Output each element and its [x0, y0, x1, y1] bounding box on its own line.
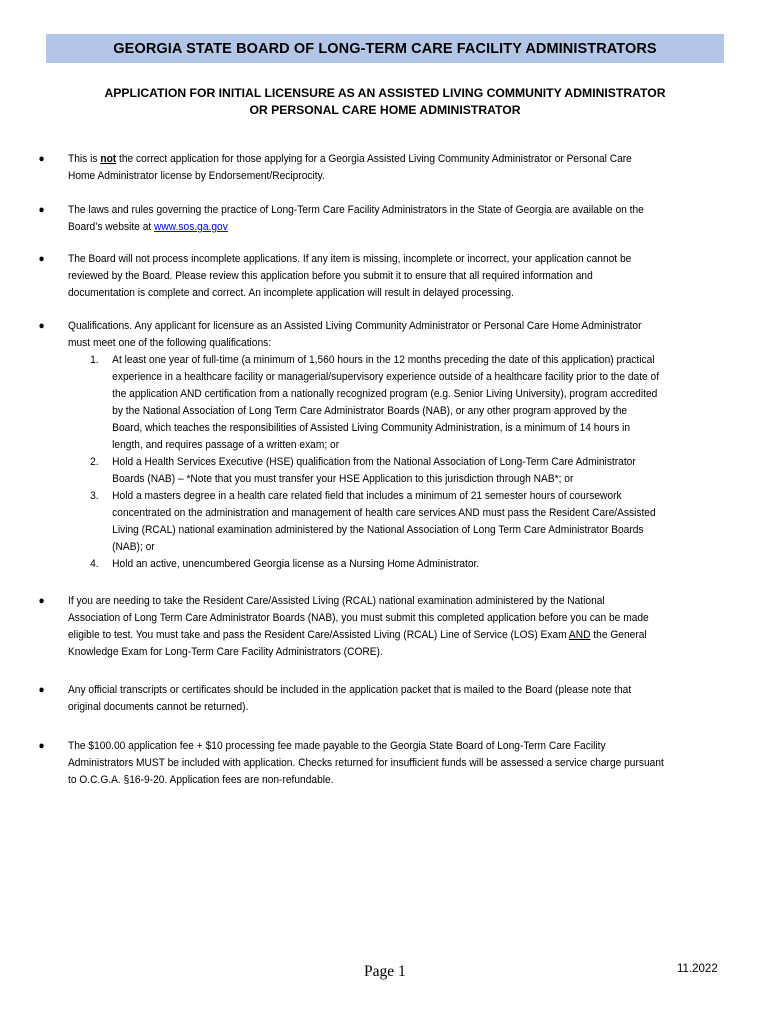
qualifications-list: [68, 352, 675, 573]
text-line: [68, 151, 675, 168]
text-line: experience in a healthcare facility or managerial/supervisory experience outside of a healthcare facility prior to the date of: [112, 371, 660, 383]
text-fragment: This is: [68, 153, 101, 165]
text-line: concentrated on the administration and management of health care services AND must pass the Resident Care/Assisted: [112, 507, 656, 519]
emphasis-not: not: [100, 153, 117, 165]
text-fragment: the correct application for those applying for a Georgia Assisted Living Community Administrator or Personal Care: [116, 153, 632, 165]
text-line: original documents cannot be returned).: [68, 701, 249, 713]
text-line: documentation is complete and correct. An incomplete application will result in delayed processing.: [68, 287, 514, 299]
text-line: Knowledge Exam for Long-Term Care Facility Administrators (CORE).: [68, 646, 383, 658]
bullet-dot: ●: [38, 204, 45, 216]
emphasis-and: AND: [568, 629, 591, 641]
application-title-line-1: APPLICATION FOR INITIAL LICENSURE AS AN ASSISTED LIVING COMMUNITY ADMINISTRATOR: [104, 86, 666, 100]
text-fragment: the General: [590, 629, 647, 641]
text-line: to O.C.G.A. §16-9-20. Application fees are non-refundable.: [68, 774, 334, 786]
text-line: Living (RCAL) national examination administered by the National Association of Long Term Care Administrator Boards: [112, 524, 644, 536]
text-line: Hold a Health Services Executive (HSE) qualification from the National Association of Long-Term Care Administrator: [112, 456, 636, 468]
text-fragment: eligible to test. You must take and pass the Resident Care/Assisted Living (RCAL) Line of Service (LOS) Exam: [68, 629, 569, 641]
text-line: The $100.00 application fee + $10 processing fee made payable to the Georgia State Board of Long-Term Care Facility: [68, 740, 606, 752]
qualification-number: 2.: [90, 456, 99, 468]
text-line: Association of Long Term Care Administrator Boards (NAB), you must submit this completed application before you can be made: [68, 612, 649, 624]
text-line: Any official transcripts or certificates should be included in the application packet that is mailed to the Board (please note that: [68, 684, 632, 696]
qualification-item: [68, 352, 675, 454]
application-title: [46, 85, 724, 119]
bullet-dot: ●: [38, 153, 45, 165]
text-line: The laws and rules governing the practice of Long-Term Care Facility Administrators in the State of Georgia are available on the: [68, 204, 644, 216]
text-line: Hold an active, unencumbered Georgia license as a Nursing Home Administrator.: [112, 558, 480, 570]
instruction-laws-and-rules: [38, 202, 675, 236]
qualification-number: 4.: [90, 558, 99, 570]
text-line: If you are needing to take the Resident Care/Assisted Living (RCAL) national examination administered by the National: [68, 595, 605, 607]
board-title-banner: [46, 34, 724, 63]
board-title: GEORGIA STATE BOARD OF LONG-TERM CARE FACILITY ADMINISTRATORS: [113, 40, 657, 57]
bullet-dot: ●: [38, 684, 45, 696]
text-line: (NAB); or: [112, 541, 155, 553]
qualification-number: 1.: [90, 354, 99, 366]
text-line: reviewed by the Board. Please review this application before you submit it to ensure that all required information and: [68, 270, 593, 282]
text-line: by the National Association of Long Term Care Administrator Boards (NAB), or any other program approved by the: [112, 405, 628, 417]
instruction-fees: [38, 738, 675, 789]
qualification-number: 3.: [90, 490, 99, 502]
qualification-item: [68, 488, 675, 556]
text-line: Home Administrator license by Endorsement/Reciprocity.: [68, 170, 325, 182]
instruction-transcripts: [38, 682, 675, 716]
text-line: Administrators MUST be included with application. Checks returned for insufficient funds will be assessed a service charge pursuant: [68, 757, 664, 769]
sos-website-link[interactable]: www.sos.ga.gov: [154, 221, 228, 233]
bullet-dot: ●: [38, 320, 45, 332]
text-line: Boards (NAB) – *Note that you must transfer your HSE Application to this jurisdiction through NAB*; or: [112, 473, 574, 485]
bullet-dot: ●: [38, 253, 45, 265]
text-line: Board, which teaches the responsibilities of Assisted Living Community Administration, is a minimum of 14 hours in: [112, 422, 631, 434]
bullet-dot: ●: [38, 740, 45, 752]
instruction-qualifications: [38, 318, 675, 573]
text-line: [68, 627, 675, 644]
page-number: Page 1: [364, 963, 406, 980]
instruction-incomplete-applications: [38, 251, 675, 302]
text-line: At least one year of full-time (a minimum of 1,560 hours in the 12 months preceding the date of this application) practical: [112, 354, 655, 366]
application-title-line-2: OR PERSONAL CARE HOME ADMINISTRATOR: [249, 103, 521, 117]
text-line: Hold a masters degree in a health care related field that includes a minimum of 21 semester hours of coursework: [112, 490, 622, 502]
text-line: The Board will not process incomplete applications. If any item is missing, incomplete or incorrect, your application cannot be: [68, 253, 632, 265]
instruction-rcal-exam: [38, 593, 675, 661]
qualification-item: [68, 556, 675, 573]
text-line: the application AND certification from a nationally recognized program (e.g. Senior Living University), program accredited: [112, 388, 658, 400]
text-line: Qualifications. Any applicant for licensure as an Assisted Living Community Administrator or Personal Care Home Administrator: [68, 320, 642, 332]
text-line: [68, 219, 675, 236]
bullet-dot: ●: [38, 595, 45, 607]
instruction-endorsement: [38, 151, 675, 185]
text-line: length, and requires passage of a written exam; or: [112, 439, 340, 451]
text-fragment: Board’s website at: [68, 221, 155, 233]
revision-date: 11.2022: [677, 963, 718, 975]
text-line: must meet one of the following qualifications:: [68, 337, 272, 349]
qualification-item: [68, 454, 675, 488]
